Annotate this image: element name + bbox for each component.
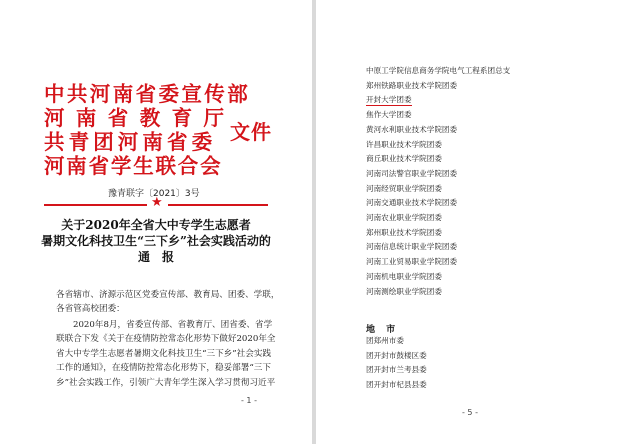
title-line-2: 暑期文化科技卫生“三下乡”社会实践活动的: [41, 234, 271, 248]
page-number: - 1 -: [241, 396, 257, 405]
highlighted-org-name: 开封大学团委: [366, 95, 412, 105]
list-item: 河南农业职业学院团委: [366, 213, 442, 223]
title-line-3: 通 报: [137, 250, 174, 264]
section-heading-cities: 地 市: [366, 325, 400, 335]
list-item: 黄河水利职业技术学院团委: [366, 124, 458, 134]
document-title: [0, 217, 312, 265]
list-item: 河南测绘职业学院团委: [366, 286, 442, 296]
issuer-education-dept: 河南省教育厅: [44, 106, 236, 130]
issuer-propaganda-dept: 中共河南省委宣传部: [44, 82, 251, 106]
red-divider-right: [168, 204, 268, 206]
list-item: 团开封市鼓楼区委: [366, 350, 427, 360]
issuer-student-federation: 河南省学生联合会: [44, 154, 223, 178]
list-item: 河南工业贸易职业学院团委: [366, 257, 458, 267]
list-item: 焦作大学团委: [366, 110, 412, 120]
list-item-highlighted: [366, 93, 510, 108]
list-item: 郑州铁路职业技术学院团委: [366, 80, 458, 90]
body-paragraph: [56, 318, 276, 390]
list-item: 河南信息统计职业学院团委: [366, 242, 458, 252]
page-number: - 5 -: [462, 408, 478, 417]
issuer-youth-league: 共青团河南省委: [44, 130, 217, 154]
list-item: 团开封市杞县县委: [366, 380, 427, 390]
body-line: 工作的通知》，在疫情防控常态化形势下，稳妥部署“三下: [56, 363, 271, 374]
salutation-line-2: 各省管高校团委：: [56, 304, 125, 315]
city-list: [366, 334, 427, 393]
list-item: 河南经贸职业学院团委: [366, 183, 442, 193]
list-item: 河南交通职业技术学院团委: [366, 198, 458, 208]
list-item: 河南司法警官职业学院团委: [366, 168, 458, 178]
organization-list: [366, 64, 510, 299]
list-item: 中原工学院信息商务学院电气工程系团总支: [366, 66, 511, 75]
list-item: 商丘职业技术学院团委: [366, 154, 442, 164]
document-number: 豫青联字〔2021〕3号: [108, 189, 200, 199]
document-type-label: 文件: [230, 120, 272, 144]
list-item: 河南机电职业学院团委: [366, 271, 442, 281]
body-line: 乡”社会实践工作，引领广大青年学生深入学习贯彻习近平: [56, 377, 276, 388]
red-star-icon: ★: [151, 195, 163, 210]
salutation: [56, 288, 279, 317]
list-item: 许昌职业技术学院团委: [366, 139, 442, 149]
body-line: 省大中专学生志愿者暑期文化科技卫生“三下乡”社会实践: [56, 348, 272, 359]
body-line: 2020年8月，省委宣传部、省教育厅、团省委、省学: [73, 320, 273, 330]
body-line: 联联合下发《关于在疫情防控常态化形势下做好2020年全: [56, 334, 276, 345]
list-item: 团郑州市委: [366, 336, 404, 345]
document-page-5: [316, 0, 628, 444]
document-page-1: [0, 0, 312, 444]
title-line-1: 关于2020年全省大中专学生志愿者: [61, 218, 251, 232]
salutation-line-1: 各省辖市、济源示范区党委宣传部、教育局、团委、学联，: [56, 290, 280, 300]
list-item: 团开封市兰考县委: [366, 365, 427, 375]
list-item: 郑州职业技术学院团委: [366, 227, 442, 237]
red-divider-left: [44, 204, 147, 206]
